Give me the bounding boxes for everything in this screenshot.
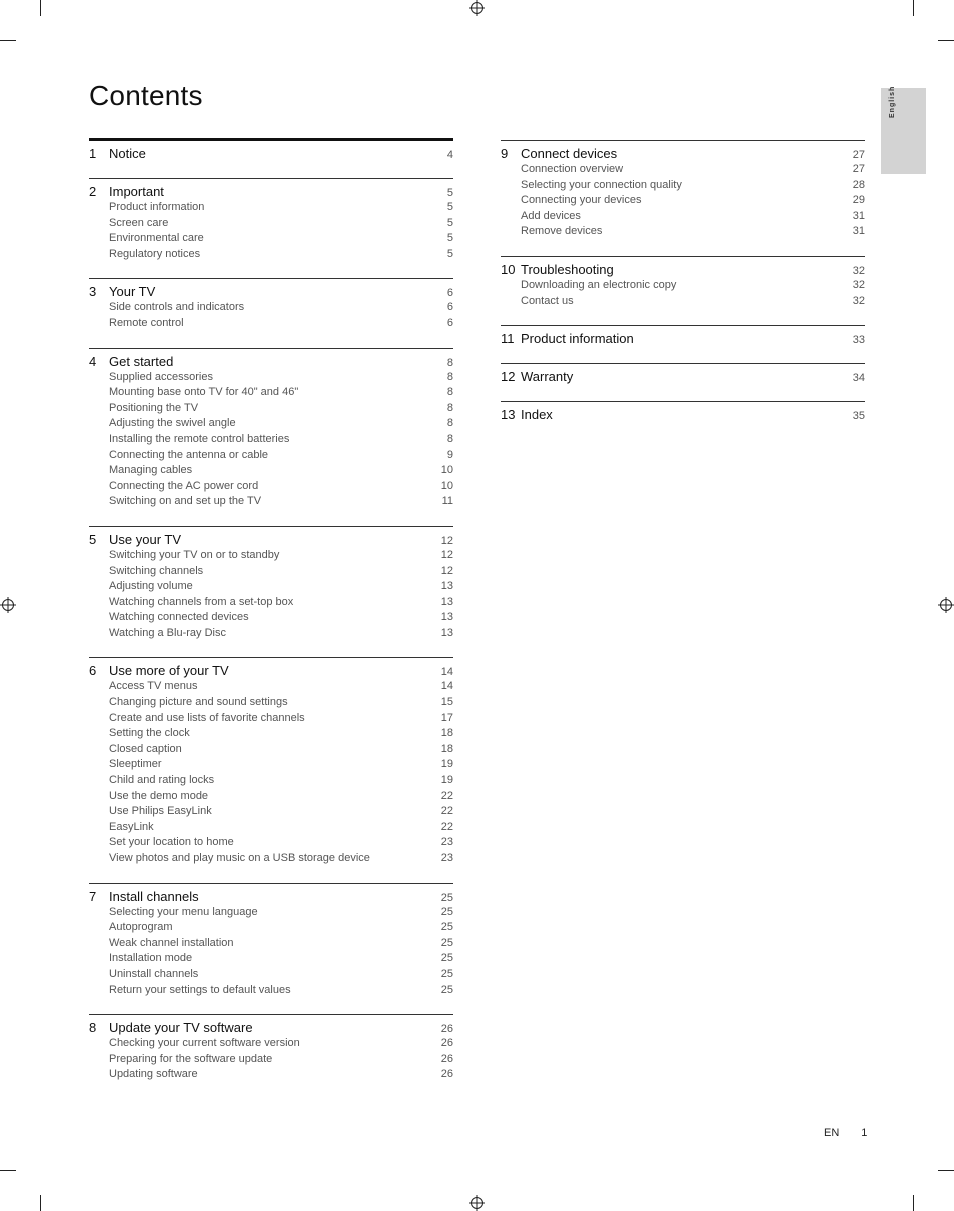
toc-entry[interactable]: [109, 495, 453, 511]
entry-page-number: 25: [440, 983, 453, 996]
toc-section: [89, 1014, 453, 1099]
entry-page-number: 8: [446, 432, 453, 445]
entry-label: Use Philips EasyLink: [109, 805, 212, 818]
chapter-page-number: 12: [440, 534, 453, 547]
chapter-number: 10: [501, 261, 516, 277]
toc-entry[interactable]: [109, 712, 453, 728]
chapter-title: Important: [109, 184, 164, 199]
chapter-page-number: 33: [852, 334, 865, 347]
registration-mark-icon: [469, 0, 485, 16]
toc-entry[interactable]: [109, 836, 453, 852]
entry-page-number: 29: [852, 194, 865, 207]
entry-label: Connection overview: [521, 163, 624, 175]
entry-page-number: 8: [446, 401, 453, 414]
entry-label: Switching channels: [109, 564, 204, 577]
entry-page-number: 27: [852, 163, 865, 175]
chapter-number: 9: [501, 146, 509, 161]
entry-page-number: 17: [440, 711, 453, 724]
chapter-number: 13: [501, 407, 516, 423]
entry-label: Watching channels from a set-top box: [109, 595, 294, 608]
crop-mark: [0, 1170, 16, 1171]
toc-section: [89, 138, 453, 178]
entry-page-number: 26: [440, 1052, 453, 1065]
chapter-title: Notice: [109, 146, 146, 161]
chapter-page-number: 8: [446, 356, 453, 369]
toc-entry[interactable]: [109, 758, 453, 774]
chapter-title: Use more of your TV: [109, 663, 229, 679]
toc-entry[interactable]: [109, 743, 453, 759]
entry-page-number: 19: [440, 758, 453, 771]
entry-page-number: 31: [852, 225, 865, 238]
entry-label: Downloading an electronic copy: [521, 278, 677, 291]
entry-page-number: 13: [440, 611, 453, 624]
toc-entry[interactable]: [109, 449, 453, 465]
entry-label: Adjusting volume: [109, 580, 193, 593]
toc-entry[interactable]: [109, 371, 453, 387]
entry-page-number: 13: [440, 595, 453, 608]
entry-label: Access TV menus: [109, 680, 198, 693]
toc-section: [89, 657, 453, 882]
chapter-number: 5: [89, 531, 97, 547]
entry-label: Product information: [109, 201, 205, 213]
registration-mark-icon: [938, 597, 954, 613]
entry-label: Weak channel installation: [109, 936, 234, 949]
registration-mark-icon: [469, 1195, 485, 1211]
toc-chapter-heading[interactable]: [501, 331, 865, 348]
toc-entry[interactable]: [109, 611, 453, 627]
toc-entry[interactable]: [109, 248, 453, 264]
toc-chapter-heading[interactable]: [501, 369, 865, 386]
toc-chapter-heading[interactable]: [89, 663, 453, 680]
entry-label: Contact us: [521, 294, 574, 307]
chapter-title: Index: [521, 407, 553, 423]
entry-page-number: 28: [852, 178, 865, 191]
entry-page-number: 5: [446, 232, 453, 245]
entry-label: Child and rating locks: [109, 774, 215, 787]
entry-page-number: 18: [440, 742, 453, 755]
toc-entry[interactable]: [109, 790, 453, 806]
entry-page-number: 11: [441, 495, 453, 508]
chapter-page-number: 26: [440, 1023, 453, 1036]
toc-entry[interactable]: [109, 952, 453, 968]
toc-chapter-heading[interactable]: [89, 1020, 453, 1037]
toc-left-column: [89, 138, 453, 1099]
entry-page-number: 18: [440, 727, 453, 740]
entry-page-number: 5: [446, 247, 453, 260]
toc-entry[interactable]: [109, 727, 453, 743]
chapter-title: Use your TV: [109, 531, 182, 547]
toc-entry[interactable]: [109, 805, 453, 821]
toc-entry[interactable]: [109, 417, 453, 433]
toc-entry[interactable]: [109, 627, 453, 643]
entry-page-number: 8: [446, 386, 453, 399]
toc-chapter-heading[interactable]: [501, 262, 865, 279]
toc-entry[interactable]: [109, 906, 453, 922]
toc-entry[interactable]: [521, 179, 865, 195]
entry-label: Set your location to home: [109, 836, 234, 849]
chapter-page-number: 5: [446, 187, 453, 199]
entry-page-number: 13: [440, 580, 453, 593]
entry-label: Screen care: [109, 216, 169, 229]
entry-page-number: 23: [440, 852, 453, 864]
entry-label: Supplied accessories: [109, 370, 213, 383]
entry-page-number: 6: [446, 301, 453, 314]
entry-label: Selecting your menu language: [109, 905, 258, 918]
toc-entry[interactable]: [109, 937, 453, 953]
entry-label: Changing picture and sound settings: [109, 696, 288, 709]
toc-chapter-heading[interactable]: [89, 184, 453, 201]
toc-entry[interactable]: [109, 921, 453, 937]
chapter-number: 8: [89, 1020, 97, 1036]
toc-chapter-heading[interactable]: [89, 146, 453, 163]
chapter-page-number: 32: [852, 264, 865, 277]
toc-entry[interactable]: [521, 279, 865, 295]
footer-page-number: 1: [861, 1127, 868, 1139]
toc-entry[interactable]: [109, 217, 453, 233]
entry-label: Return your settings to default values: [109, 983, 291, 996]
chapter-number: 1: [89, 146, 97, 161]
entry-label: Side controls and indicators: [109, 301, 245, 314]
chapter-number: 2: [89, 184, 97, 199]
toc-section: [501, 140, 865, 256]
toc-section: [89, 178, 453, 278]
toc-entry[interactable]: [109, 580, 453, 596]
toc-entry[interactable]: [521, 295, 865, 311]
entry-page-number: 14: [440, 680, 453, 693]
entry-label: Remove devices: [521, 225, 603, 238]
entry-label: Autoprogram: [109, 921, 173, 934]
toc-section: [89, 526, 453, 658]
entry-page-number: 5: [446, 201, 453, 213]
entry-label: Installing the remote control batteries: [109, 432, 290, 445]
toc-entry[interactable]: [109, 301, 453, 317]
entry-page-number: 12: [440, 548, 453, 561]
toc-entry[interactable]: [521, 163, 865, 179]
entry-page-number: 26: [440, 1068, 453, 1081]
toc-entry[interactable]: [109, 680, 453, 696]
toc-entry[interactable]: [109, 317, 453, 333]
toc-section: [89, 348, 453, 526]
entry-page-number: 9: [446, 448, 453, 461]
chapter-number: 6: [89, 663, 97, 679]
chapter-title: Get started: [109, 353, 174, 369]
entry-page-number: 25: [440, 921, 453, 934]
entry-label: Preparing for the software update: [109, 1052, 273, 1065]
page-footer: [824, 1127, 867, 1139]
toc-entry[interactable]: [109, 201, 453, 217]
chapter-page-number: 14: [440, 666, 453, 679]
chapter-number: 11: [501, 331, 515, 347]
toc-chapter-heading[interactable]: [89, 532, 453, 549]
entry-label: Watching connected devices: [109, 611, 249, 624]
toc-section: [501, 256, 865, 325]
entry-page-number: 25: [440, 952, 453, 965]
entry-label: Installation mode: [109, 952, 193, 965]
chapter-page-number: 6: [446, 287, 453, 300]
entry-label: Environmental care: [109, 232, 204, 245]
toc-entry[interactable]: [109, 549, 453, 565]
crop-mark: [938, 1170, 954, 1171]
entry-page-number: 23: [440, 836, 453, 849]
entry-label: Setting the clock: [109, 727, 190, 740]
chapter-title: Product information: [521, 331, 634, 347]
chapter-title: Troubleshooting: [521, 261, 614, 277]
chapter-number: 12: [501, 369, 516, 385]
entry-label: Positioning the TV: [109, 401, 199, 414]
entry-label: Connecting your devices: [521, 194, 642, 207]
entry-label: Managing cables: [109, 464, 193, 477]
toc-entry[interactable]: [109, 464, 453, 480]
entry-page-number: 8: [446, 370, 453, 383]
toc-entry[interactable]: [109, 1068, 453, 1084]
entry-label: View photos and play music on a USB storage device: [109, 852, 370, 864]
chapter-title: Your TV: [109, 284, 156, 300]
entry-page-number: 22: [440, 805, 453, 818]
page-title: Contents: [89, 80, 203, 111]
crop-mark: [0, 40, 16, 41]
chapter-title: Connect devices: [521, 146, 618, 161]
chapter-page-number: 35: [852, 410, 865, 423]
entry-label: Closed caption: [109, 742, 182, 755]
toc-entry[interactable]: [109, 968, 453, 984]
entry-page-number: 10: [440, 479, 453, 492]
toc-entry[interactable]: [109, 433, 453, 449]
crop-mark: [913, 0, 914, 16]
toc-entry[interactable]: [109, 402, 453, 418]
toc-chapter-heading[interactable]: [89, 284, 453, 301]
entry-label: Regulatory notices: [109, 247, 201, 260]
toc-entry[interactable]: [109, 565, 453, 581]
chapter-page-number: 34: [852, 372, 865, 385]
crop-mark: [40, 0, 41, 16]
chapter-number: 7: [89, 888, 97, 904]
chapter-number: 3: [89, 284, 97, 300]
toc-chapter-heading[interactable]: [501, 146, 865, 163]
entry-label: Sleeptimer: [109, 758, 162, 771]
toc-entry[interactable]: [109, 774, 453, 790]
toc-entry[interactable]: [109, 852, 453, 868]
entry-label: Checking your current software version: [109, 1037, 300, 1050]
toc-entry[interactable]: [109, 386, 453, 402]
entry-page-number: 32: [852, 294, 865, 307]
entry-label: Adjusting the swivel angle: [109, 417, 236, 430]
entry-label: Switching your TV on or to standby: [109, 548, 280, 561]
toc-section: [501, 363, 865, 401]
entry-label: Mounting base onto TV for 40" and 46": [109, 386, 299, 399]
entry-label: Add devices: [521, 209, 581, 222]
toc-right-column: [501, 140, 865, 439]
entry-page-number: 26: [440, 1037, 453, 1050]
entry-page-number: 25: [440, 905, 453, 918]
entry-page-number: 22: [440, 789, 453, 802]
chapter-title: Update your TV software: [109, 1020, 253, 1036]
entry-page-number: 12: [440, 564, 453, 577]
toc-entry[interactable]: [109, 596, 453, 612]
toc-entry[interactable]: [109, 696, 453, 712]
entry-label: Updating software: [109, 1068, 198, 1081]
footer-language: EN: [824, 1127, 840, 1139]
entry-page-number: 13: [440, 626, 453, 639]
entry-label: EasyLink: [109, 820, 154, 833]
toc-entry[interactable]: [109, 821, 453, 837]
entry-page-number: 6: [446, 316, 453, 329]
toc-entry[interactable]: [109, 984, 453, 1000]
toc-entry[interactable]: [521, 225, 865, 241]
entry-page-number: 5: [446, 216, 453, 229]
language-tab-label: English: [889, 85, 896, 118]
entry-page-number: 31: [852, 209, 865, 222]
entry-label: Connecting the antenna or cable: [109, 448, 269, 461]
entry-label: Watching a Blu-ray Disc: [109, 626, 226, 639]
chapter-page-number: 4: [446, 149, 453, 161]
entry-page-number: 19: [440, 774, 453, 787]
toc-section: [89, 278, 453, 347]
entry-label: Create and use lists of favorite channels: [109, 711, 305, 724]
entry-label: Remote control: [109, 316, 184, 329]
crop-mark: [40, 1195, 41, 1211]
toc-entry[interactable]: [109, 1037, 453, 1053]
toc-chapter-heading[interactable]: [89, 889, 453, 906]
entry-page-number: 8: [446, 417, 453, 430]
entry-label: Use the demo mode: [109, 789, 209, 802]
crop-mark: [938, 40, 954, 41]
toc-entry[interactable]: [521, 194, 865, 210]
entry-page-number: 25: [440, 936, 453, 949]
entry-label: Connecting the AC power cord: [109, 479, 259, 492]
registration-mark-icon: [0, 597, 16, 613]
chapter-title: Warranty: [521, 369, 574, 385]
toc-chapter-heading[interactable]: [501, 407, 865, 424]
chapter-title: Install channels: [109, 888, 199, 904]
toc-chapter-heading[interactable]: [89, 354, 453, 371]
chapter-page-number: 27: [852, 149, 865, 161]
entry-page-number: 32: [852, 278, 865, 291]
toc-entry[interactable]: [109, 232, 453, 248]
entry-page-number: 22: [440, 820, 453, 833]
entry-label: Switching on and set up the TV: [109, 495, 262, 508]
chapter-page-number: 25: [440, 891, 453, 904]
chapter-number: 4: [89, 353, 97, 369]
toc-section: [501, 401, 865, 439]
toc-section: [89, 883, 453, 1015]
entry-label: Uninstall channels: [109, 967, 199, 980]
entry-page-number: 25: [440, 967, 453, 980]
toc-entry[interactable]: [521, 210, 865, 226]
entry-label: Selecting your connection quality: [521, 178, 682, 191]
entry-page-number: 15: [440, 696, 453, 709]
toc-entry[interactable]: [109, 1053, 453, 1069]
entry-page-number: 10: [440, 464, 453, 477]
crop-mark: [913, 1195, 914, 1211]
toc-entry[interactable]: [109, 480, 453, 496]
language-tab: [881, 85, 926, 174]
toc-section: [501, 325, 865, 363]
